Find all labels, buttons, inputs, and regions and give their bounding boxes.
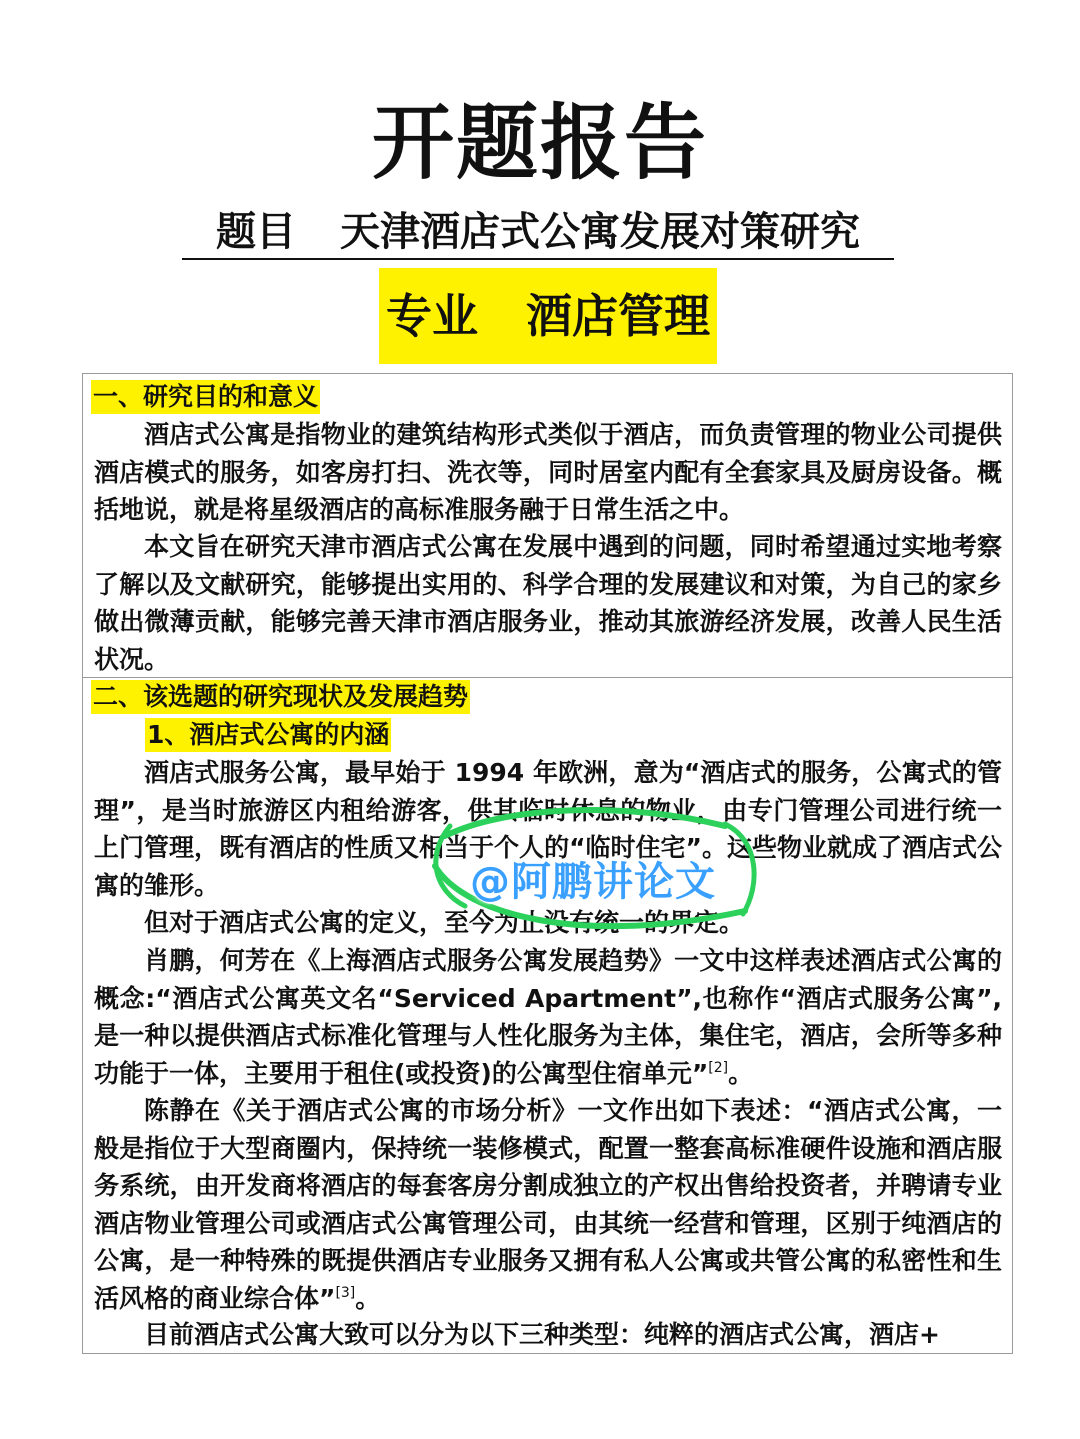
major-label: 专业 <box>386 289 478 343</box>
section2-paragraph <box>94 1092 1002 1317</box>
section2-paragraph: 目前酒店式公寓大致可以分为以下三种类型：纯粹的酒店式公寓，酒店+ <box>144 1320 940 1349</box>
paragraph-end: 。 <box>728 1058 754 1088</box>
paragraph-text: 肖鹏，何芳在《上海酒店式服务公寓发展趋势》一文中这样表述酒店式公寓的概念:“酒店式公寓英文名“Serviced Apartment”,也称作“酒店式服务公寓”,是一种以提供酒店式标准化管理与人性化服务为主体，集住宅，酒店，会所等多种功能于一体，主要用于租住(或投资)的公寓型住宿单元” <box>94 946 1002 1088</box>
topic-value: 天津酒店式公寓发展对策研究 <box>340 209 860 255</box>
paragraph-text: 陈静在《关于酒店式公寓的市场分析》一文作出如下表述：“酒店式公寓，一般是指位于大型商圈内，保持统一装修模式，配置一整套高标准硬件设施和酒店服务系统，由开发商将酒店的每套客房分割成独立的产权出售给投资者，并聘请专业酒店物业管理公司或酒店式公寓管理公司，由其统一经营和管理，区别于纯酒店的公寓，是一种特殊的既提供酒店专业服务又拥有私人公寓或共管公寓的私密性和生活风格的商业综合体” <box>94 1096 1002 1313</box>
section-divider <box>83 677 1012 678</box>
section2-paragraph: 酒店式服务公寓，最早始于 1994 年欧洲，意为“酒店式的服务，公寓式的管理”，是当时旅游区内租给游客，供其临时休息的物业，由专门管理公司进行统一上门管理，既有酒店的性质又相当于个人的“临时住宅”。这些物业就成了酒店式公寓的雏形。 <box>94 758 1002 900</box>
section2-paragraph: 但对于酒店式公寓的定义，至今为止没有统一的界定。 <box>144 908 745 937</box>
section1-heading: 一、研究目的和意义 <box>91 380 320 414</box>
section1-paragraph: 酒店式公寓是指物业的建筑结构形式类似于酒店，而负责管理的物业公司提供酒店模式的服务，如客房打扫、洗衣等，同时居室内配有全套家具及厨房设备。概括地说，就是将星级酒店的高标准服务融于日常生活之中。 <box>94 420 1002 524</box>
section2-subheading: 1、酒店式公寓的内涵 <box>145 718 391 752</box>
major-box <box>379 268 717 364</box>
topic-line <box>182 206 894 260</box>
document-title: 开题报告 <box>371 96 708 191</box>
section2-heading: 二、该选题的研究现状及发展趋势 <box>91 680 470 714</box>
citation-ref: [2] <box>708 1059 729 1076</box>
topic-label: 题目 <box>216 209 296 255</box>
section2-paragraph <box>94 942 1002 1092</box>
citation-ref: [3] <box>335 1284 356 1301</box>
paragraph-end: 。 <box>355 1283 381 1313</box>
major-value: 酒店管理 <box>526 289 710 343</box>
watermark-text: @阿鹏讲论文 <box>470 859 716 905</box>
section1-paragraph: 本文旨在研究天津市酒店式公寓在发展中遇到的问题，同时希望通过实地考察了解以及文献研究，能够提出实用的、科学合理的发展建议和对策，为自己的家乡做出微薄贡献，能够完善天津市酒店服务业，推动其旅游经济发展，改善人民生活状况。 <box>94 532 1002 674</box>
